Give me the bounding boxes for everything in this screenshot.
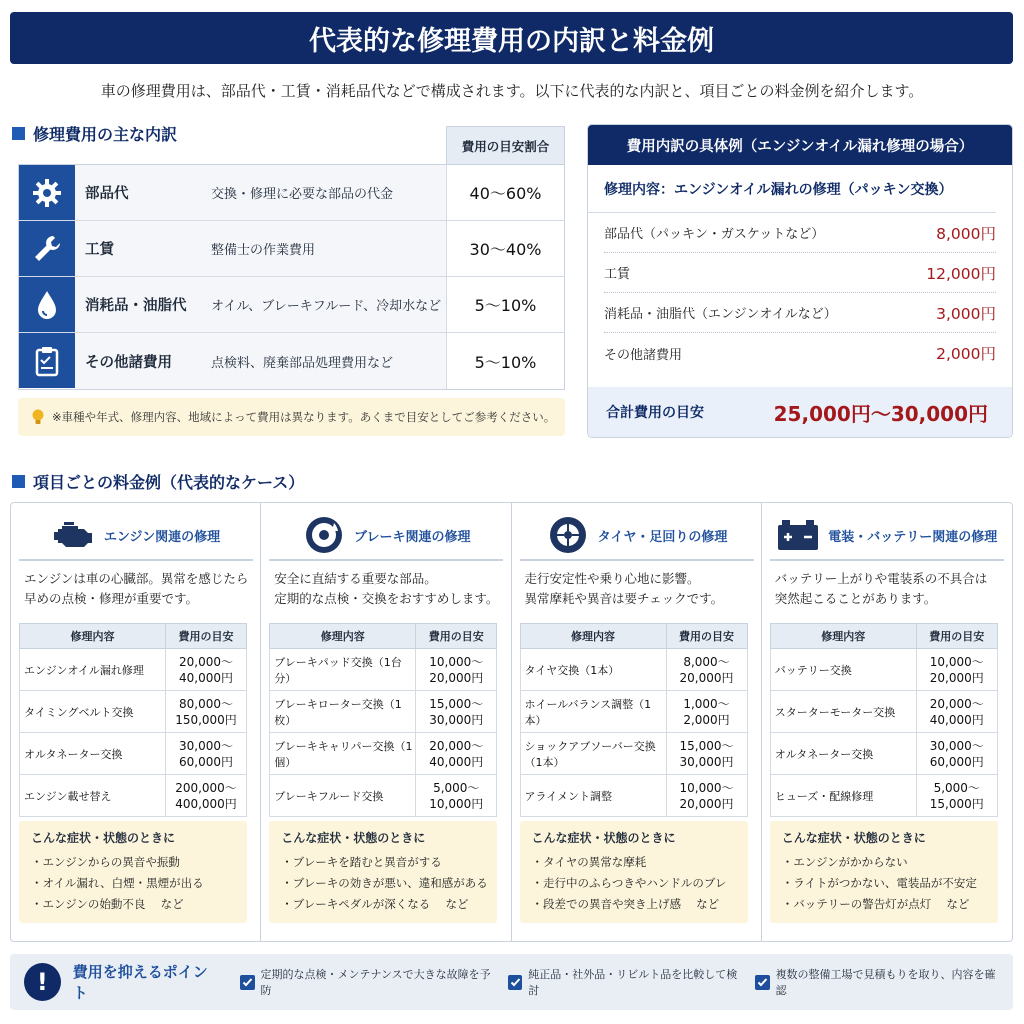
cost-table bbox=[770, 623, 998, 817]
heading-square-icon bbox=[12, 475, 25, 488]
row-cost: 20,000〜 40,000円 bbox=[416, 733, 497, 775]
breakdown-row bbox=[19, 221, 564, 277]
row-cost: 10,000〜 20,000円 bbox=[416, 649, 497, 691]
card-title: タイヤ・足回りの修理 bbox=[597, 529, 728, 545]
breakdown-desc: 交換・修理に必要な部品の代金 bbox=[201, 165, 447, 220]
row-cost: 5,000〜 10,000円 bbox=[416, 775, 497, 817]
card-desc bbox=[525, 569, 757, 609]
tip-item bbox=[240, 966, 494, 998]
col-item-header: 修理内容 bbox=[520, 624, 666, 649]
checkbox-icon bbox=[508, 975, 523, 990]
row-cost: 5,000〜 15,000円 bbox=[916, 775, 997, 817]
col-item-header: 修理内容 bbox=[270, 624, 416, 649]
table-row bbox=[520, 775, 747, 817]
breakdown-desc: 点検料、廃棄部品処理費用など bbox=[201, 333, 447, 389]
symptom-item: ・オイル漏れ、白煙・黒煙が出る bbox=[31, 876, 204, 890]
example-row-amount: 3,000円 bbox=[936, 304, 996, 323]
exclamation-icon: ! bbox=[24, 963, 61, 1001]
case-card-battery bbox=[762, 503, 1012, 941]
row-cost: 30,000〜 60,000円 bbox=[916, 733, 997, 775]
heading-square-icon bbox=[12, 127, 25, 140]
table-row bbox=[520, 691, 747, 733]
row-item: バッテリー交換 bbox=[770, 649, 916, 691]
intro-text: 車の修理費用は、部品代・工賃・消耗品代などで構成されます。以下に代表的な内訳と、項目ごとの料金例を紹介します。 bbox=[100, 82, 924, 100]
col-item-header: 修理内容 bbox=[770, 624, 916, 649]
card-desc bbox=[775, 569, 1007, 609]
example-row-amount: 12,000円 bbox=[926, 264, 996, 283]
example-row-label: 消耗品・油脂代（エンジンオイルなど） bbox=[604, 307, 837, 322]
tip-text: 複数の整備工場で見積もりを取り、内容を確認 bbox=[775, 968, 996, 997]
col-cost-header: 費用の目安 bbox=[416, 624, 497, 649]
symptom-item: ・段差での異音や突き上げ感 など bbox=[531, 897, 720, 911]
row-cost: 10,000〜 20,000円 bbox=[916, 649, 997, 691]
row-item: ブレーキローター交換（1枚） bbox=[270, 691, 416, 733]
breakdown-row bbox=[19, 333, 564, 389]
card-header bbox=[520, 511, 754, 561]
tip-item bbox=[755, 966, 999, 998]
symptom-title: こんな症状・状態のときに bbox=[31, 831, 176, 845]
symptom-title: こんな症状・状態のときに bbox=[781, 831, 926, 845]
breakdown-ratio: 30〜40% bbox=[469, 240, 542, 259]
symptom-box bbox=[269, 821, 497, 923]
row-cost: 8,000〜 20,000円 bbox=[666, 649, 747, 691]
card-desc-line: 突然起こることがあります。 bbox=[774, 591, 937, 606]
card-desc-line: バッテリー上がりや電装系の不具合は bbox=[774, 571, 988, 586]
card-title: エンジン関連の修理 bbox=[103, 529, 221, 545]
row-item: スターターモーター交換 bbox=[770, 691, 916, 733]
breakdown-ratio: 40〜60% bbox=[469, 184, 542, 203]
symptom-title: こんな症状・状態のときに bbox=[531, 831, 676, 845]
brake-disc-icon bbox=[302, 515, 346, 555]
table-row bbox=[770, 733, 997, 775]
row-cost: 15,000〜 30,000円 bbox=[666, 733, 747, 775]
tip-text: 純正品・社外品・リビルト品を比較して検討 bbox=[528, 968, 738, 997]
row-cost: 10,000〜 20,000円 bbox=[666, 775, 747, 817]
symptom-item: ・ブレーキペダルが深くなる など bbox=[281, 897, 469, 911]
card-desc-line: 安全に直結する重要な部品。 bbox=[274, 571, 437, 586]
symptom-item: ・エンジンがかからない bbox=[781, 855, 908, 869]
table-row bbox=[270, 733, 497, 775]
card-desc-line: 走行安定性や乗り心地に影響。 bbox=[524, 571, 700, 586]
breakdown-ratio: 5〜10% bbox=[474, 352, 537, 372]
case-card-engine bbox=[11, 503, 261, 941]
symptom-item: ・ブレーキを踏むと異音がする bbox=[281, 855, 442, 869]
clipboard-icon bbox=[19, 333, 75, 388]
row-item: ブレーキフルード交換 bbox=[270, 775, 416, 817]
table-row bbox=[770, 649, 997, 691]
oil-drop-icon bbox=[19, 277, 75, 332]
symptom-item: ・エンジンからの異音や振動 bbox=[31, 855, 180, 869]
col-cost-header: 費用の目安 bbox=[166, 624, 247, 649]
card-title: 電装・バッテリー関連の修理 bbox=[828, 529, 998, 545]
breakdown-name: その他諸費用 bbox=[75, 333, 201, 389]
breakdown-table bbox=[18, 164, 565, 390]
row-item: オルタネーター交換 bbox=[20, 733, 166, 775]
row-item: ホイールバランス調整（1本） bbox=[520, 691, 666, 733]
example-header: 費用内訳の具体例（エンジンオイル漏れ修理の場合） bbox=[588, 125, 1012, 165]
row-cost: 15,000〜 30,000円 bbox=[416, 691, 497, 733]
symptom-box bbox=[19, 821, 247, 923]
cost-table bbox=[19, 623, 247, 817]
example-panel bbox=[587, 124, 1013, 438]
breakdown-desc: 整備士の作業費用 bbox=[201, 221, 447, 276]
table-row bbox=[20, 775, 247, 817]
example-row-label: その他諸費用 bbox=[604, 347, 683, 363]
row-cost: 20,000〜 40,000円 bbox=[166, 649, 247, 691]
table-row bbox=[270, 649, 497, 691]
col-cost-header: 費用の目安 bbox=[666, 624, 747, 649]
tip-item bbox=[508, 966, 741, 998]
engine-icon bbox=[52, 515, 96, 555]
card-header bbox=[770, 511, 1004, 561]
example-row bbox=[604, 293, 996, 333]
gear-icon bbox=[19, 165, 75, 220]
example-row-label: 部品代（パッキン・ガスケットなど） bbox=[604, 227, 825, 242]
example-row-amount: 8,000円 bbox=[936, 224, 996, 243]
symptom-title: こんな症状・状態のときに bbox=[281, 831, 426, 845]
row-cost: 80,000〜 150,000円 bbox=[166, 691, 247, 733]
row-item: アライメント調整 bbox=[520, 775, 666, 817]
example-row-amount: 2,000円 bbox=[936, 345, 996, 363]
checkbox-icon bbox=[755, 975, 770, 990]
card-title: ブレーキ関連の修理 bbox=[354, 529, 471, 545]
breakdown-row bbox=[19, 277, 564, 333]
row-cost: 30,000〜 60,000円 bbox=[166, 733, 247, 775]
cases-heading-text: 項目ごとの料金例（代表的なケース） bbox=[33, 473, 305, 492]
note-text: ※車種や年式、修理内容、地域によって費用は異なります。あくまで目安としてご参考ください。 bbox=[52, 410, 556, 424]
cases-cards bbox=[10, 502, 1013, 942]
symptom-item: ・走行中のふらつきやハンドルのブレ bbox=[531, 876, 727, 890]
cases-heading bbox=[12, 470, 304, 493]
tip-text: 定期的な点検・メンテナンスで大きな故障を予防 bbox=[260, 968, 491, 997]
row-item: エンジン載せ替え bbox=[20, 775, 166, 817]
example-repair: 修理内容：エンジンオイル漏れの修理（パッキン交換） bbox=[588, 165, 996, 213]
card-desc-line: 早めの点検・修理が重要です。 bbox=[24, 591, 199, 606]
table-row bbox=[270, 691, 497, 733]
card-desc bbox=[24, 569, 256, 609]
row-item: ヒューズ・配線修理 bbox=[770, 775, 916, 817]
card-header bbox=[269, 511, 503, 561]
row-cost: 1,000〜 2,000円 bbox=[666, 691, 747, 733]
note-box bbox=[18, 398, 565, 436]
wrench-icon bbox=[19, 221, 75, 276]
tips-title: 費用を抑えるポイント bbox=[72, 963, 208, 1002]
checkbox-icon bbox=[240, 975, 255, 990]
card-header bbox=[19, 511, 253, 561]
row-item: ブレーキキャリパー交換（1個） bbox=[270, 733, 416, 775]
row-cost: 20,000〜 40,000円 bbox=[916, 691, 997, 733]
page-title: 代表的な修理費用の内訳と料金例 bbox=[10, 12, 1013, 64]
symptom-item: ・タイヤの異常な摩耗 bbox=[531, 855, 647, 869]
cost-table bbox=[520, 623, 748, 817]
example-row bbox=[604, 253, 996, 293]
breakdown-name: 部品代 bbox=[75, 165, 201, 220]
table-row bbox=[20, 691, 247, 733]
tips-bar bbox=[10, 954, 1013, 1010]
symptom-item: ・エンジンの始動不良 など bbox=[31, 897, 184, 911]
ratio-header: 費用の目安割合 bbox=[446, 126, 565, 164]
row-item: ブレーキパッド交換（1台分） bbox=[270, 649, 416, 691]
symptom-item: ・ブレーキの効きが悪い、違和感がある bbox=[281, 876, 488, 890]
card-desc-line: 異常摩耗や異音は要チェックです。 bbox=[524, 591, 724, 606]
table-row bbox=[520, 733, 747, 775]
cost-table bbox=[269, 623, 497, 817]
table-row bbox=[520, 649, 747, 691]
row-item: タイミングベルト交換 bbox=[20, 691, 166, 733]
battery-icon bbox=[776, 515, 820, 555]
card-desc bbox=[274, 569, 506, 609]
breakdown-heading-text: 修理費用の主な内訳 bbox=[33, 125, 178, 144]
breakdown-row bbox=[19, 165, 564, 221]
row-item: エンジンオイル漏れ修理 bbox=[20, 649, 166, 691]
symptom-item: ・バッテリーの警告灯が点灯 など bbox=[781, 897, 970, 911]
col-item-header: 修理内容 bbox=[20, 624, 166, 649]
row-item: オルタネーター交換 bbox=[770, 733, 916, 775]
case-card-brake bbox=[261, 503, 511, 941]
symptom-box bbox=[520, 821, 748, 923]
table-row bbox=[770, 691, 997, 733]
lightbulb-icon bbox=[30, 408, 46, 426]
table-row bbox=[20, 733, 247, 775]
table-row bbox=[20, 649, 247, 691]
example-total-value: 25,000円〜30,000円 bbox=[773, 401, 988, 426]
case-card-tire bbox=[512, 503, 762, 941]
card-desc-line: 定期的な点検・交換をおすすめします。 bbox=[274, 591, 499, 606]
breakdown-heading bbox=[12, 122, 177, 145]
breakdown-desc: オイル、ブレーキフルード、冷却水など bbox=[201, 277, 447, 332]
breakdown-name: 工賃 bbox=[75, 221, 201, 276]
row-cost: 200,000〜 400,000円 bbox=[166, 775, 247, 817]
example-total bbox=[588, 387, 1012, 437]
symptom-box bbox=[770, 821, 998, 923]
row-item: タイヤ交換（1本） bbox=[520, 649, 666, 691]
example-row bbox=[604, 333, 996, 373]
example-total-label: 合計費用の目安 bbox=[606, 405, 704, 421]
example-row-label: 工賃 bbox=[604, 267, 631, 282]
table-row bbox=[270, 775, 497, 817]
example-row bbox=[604, 213, 996, 253]
breakdown-name: 消耗品・油脂代 bbox=[75, 277, 201, 332]
tire-icon bbox=[546, 515, 590, 555]
symptom-item: ・ライトがつかない、電装品が不安定 bbox=[781, 876, 977, 890]
col-cost-header: 費用の目安 bbox=[916, 624, 997, 649]
card-desc-line: エンジンは車の心臓部。異常を感じたら bbox=[24, 571, 249, 586]
row-item: ショックアブソーバー交換（1本） bbox=[520, 733, 666, 775]
breakdown-ratio: 5〜10% bbox=[474, 296, 537, 315]
table-row bbox=[770, 775, 997, 817]
